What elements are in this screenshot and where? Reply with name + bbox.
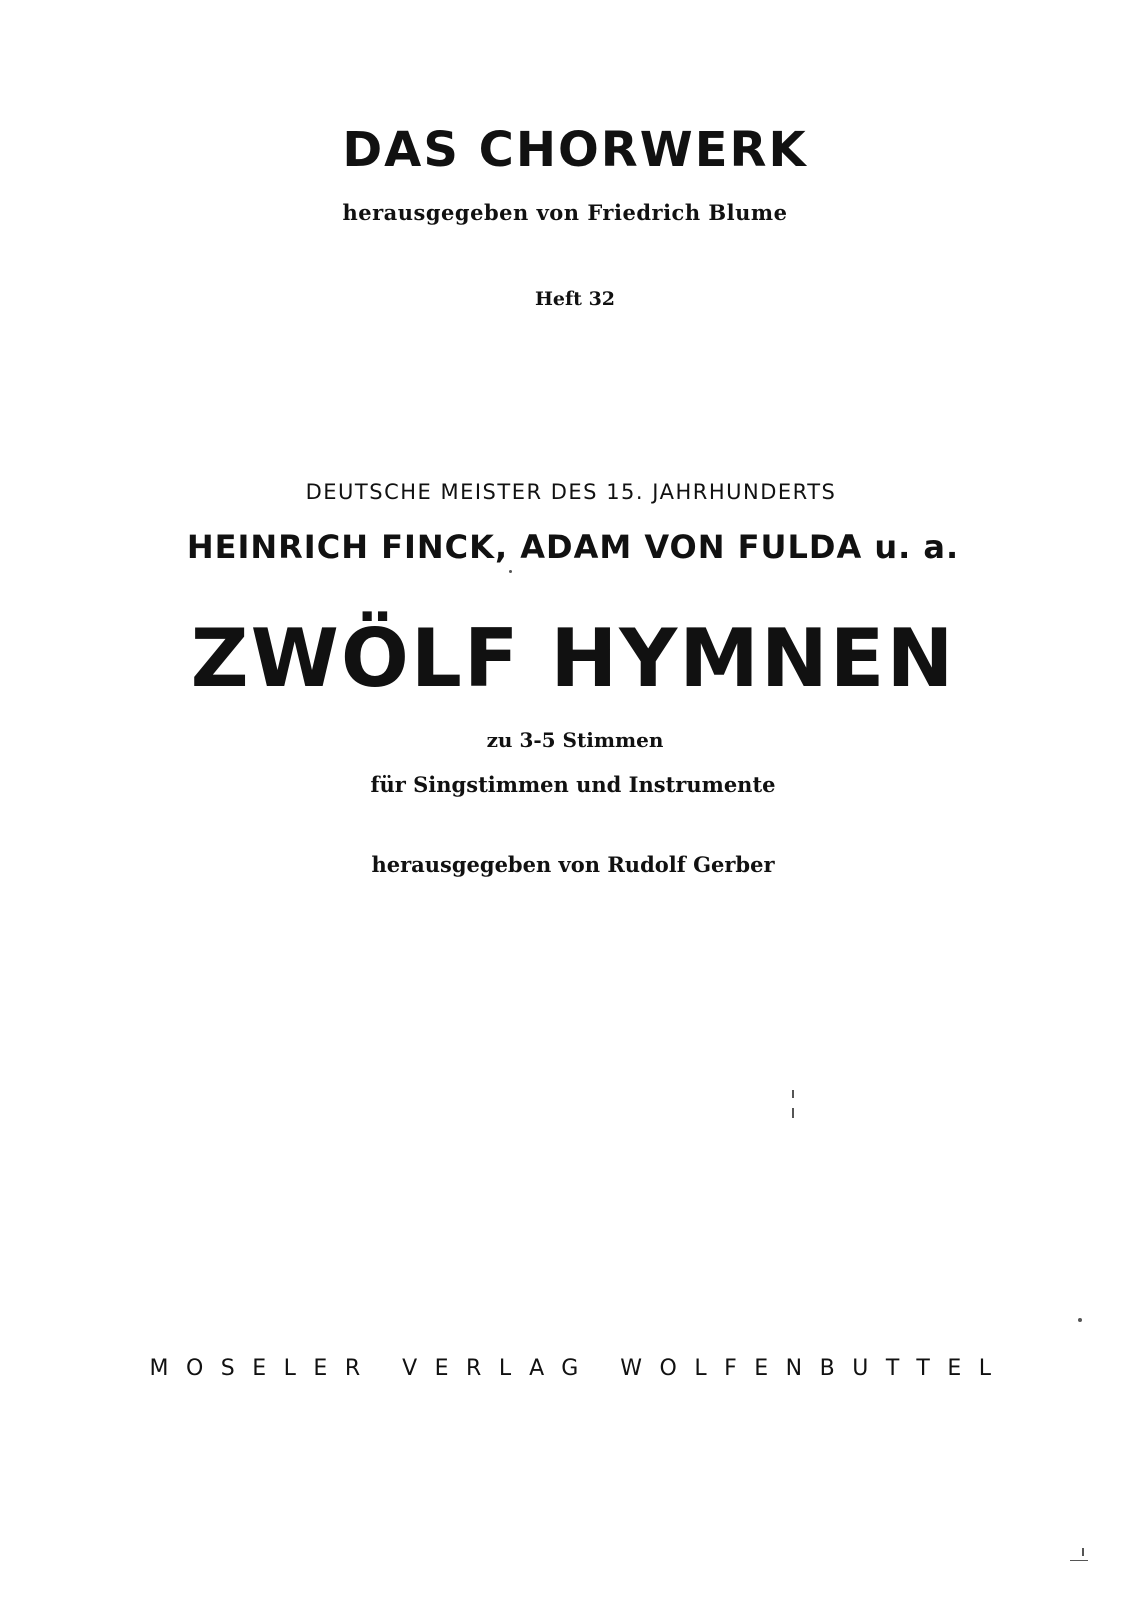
volume-editor-line: herausgegeben von Rudolf Gerber: [371, 852, 775, 877]
scan-speck: [1070, 1560, 1088, 1561]
scan-speck: [1082, 1548, 1084, 1556]
scan-speck: [792, 1090, 794, 1098]
composers-line: HEINRICH FINCK, ADAM VON FULDA u. a.: [186, 528, 960, 566]
instrumentation-line: für Singstimmen und Instrumente: [370, 772, 776, 797]
scan-speck: [509, 570, 512, 573]
series-editor-line: herausgegeben von Friedrich Blume: [342, 200, 788, 225]
page-title: ZWÖLF HYMNEN: [190, 612, 956, 705]
scan-speck: [792, 1108, 794, 1118]
publisher-imprint: MOSELER VERLAG WOLFENBUTTEL: [149, 1356, 1009, 1381]
series-title: DAS CHORWERK: [342, 122, 808, 178]
issue-number: Heft 32: [534, 288, 616, 310]
scan-speck: [1078, 1318, 1082, 1322]
volume-subtitle: DEUTSCHE MEISTER DES 15. JAHRHUNDERTS: [305, 480, 837, 504]
voices-line: zu 3-5 Stimmen: [486, 728, 664, 752]
